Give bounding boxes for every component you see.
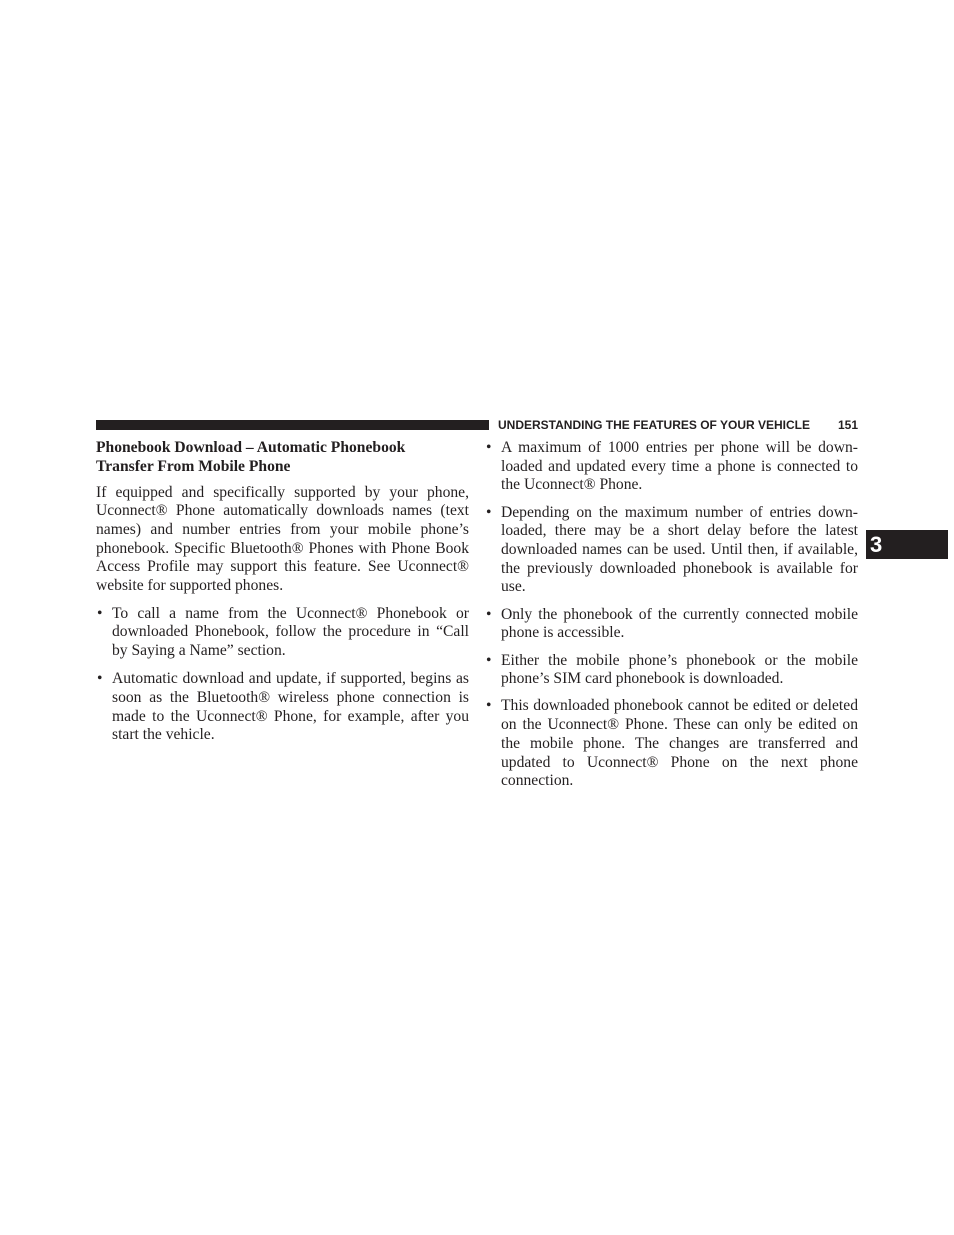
bullet-icon: • bbox=[486, 651, 492, 669]
list-item bbox=[485, 439, 858, 495]
list-item bbox=[485, 652, 858, 689]
list-item-text: This downloaded phonebook cannot be edited or deleted on the Uconnect® Phone. These can only be edited on the mobile phone. The changes are transferred and updated to Uconnect® Phone on the next phone connection. bbox=[501, 697, 858, 790]
bullet-icon: • bbox=[486, 439, 492, 456]
bullet-icon: • bbox=[97, 670, 103, 688]
list-item bbox=[96, 605, 469, 661]
list-item-text: A maximum of 1000 entries per phone will be downloaded and updated every time a phone is connected to the Uconnect® Phone. bbox=[501, 439, 858, 494]
section-heading-line: Transfer From Mobile Phone bbox=[96, 458, 291, 475]
list-item-text: Only the phonebook of the currently connected mobile phone is accessible. bbox=[501, 605, 858, 642]
chapter-number: 3 bbox=[870, 532, 883, 557]
list-item bbox=[485, 606, 858, 643]
section-title: UNDERSTANDING THE FEATURES OF YOUR VEHICLE bbox=[498, 418, 811, 432]
page-number: 151 bbox=[837, 418, 858, 432]
bullet-icon: • bbox=[486, 605, 492, 623]
left-column bbox=[96, 438, 469, 754]
section-heading-line: Phonebook Download – Automatic Phonebook bbox=[96, 439, 406, 456]
list-item bbox=[485, 504, 858, 598]
bullet-list bbox=[96, 605, 469, 745]
bullet-icon: • bbox=[97, 604, 103, 622]
list-item-text: Automatic download and update, if supported, begins as soon as the Bluetooth® wireless phone connection is made to the Uconnect® Phone, for example, after you start the vehicle. bbox=[112, 670, 469, 744]
section-heading bbox=[96, 438, 469, 476]
list-item-text: Depending on the maximum number of entries downloaded, there may be a short delay before the latest downloaded names can be used. Until then, if available, the previously downloaded phonebook is available for use. bbox=[501, 503, 858, 596]
list-item-text: To call a name from the Uconnect® Phonebook or downloaded Phonebook, follow the procedure in “Call by Saying a Name” section. bbox=[112, 604, 469, 660]
intro-paragraph: If equipped and specifically supported by your phone, Uconnect® Phone automatically downloads names (text names) and number entries from your mobile phone’s phonebook. Specific Bluetooth® Phones with Phone Book Access Profile may support this feature. See Uconnect® website for supported phones. bbox=[96, 483, 469, 595]
bullet-list bbox=[485, 439, 858, 791]
list-item bbox=[485, 697, 858, 791]
chapter-tab bbox=[866, 530, 948, 559]
list-item-text: Either the mobile phone’s phonebook or the mobile phone’s SIM card phonebook is downloaded. bbox=[501, 651, 858, 688]
header-rule bbox=[96, 420, 489, 430]
bullet-icon: • bbox=[486, 503, 492, 521]
running-header bbox=[498, 417, 858, 433]
list-item bbox=[96, 670, 469, 745]
bullet-icon: • bbox=[486, 697, 492, 715]
right-column bbox=[485, 439, 858, 799]
